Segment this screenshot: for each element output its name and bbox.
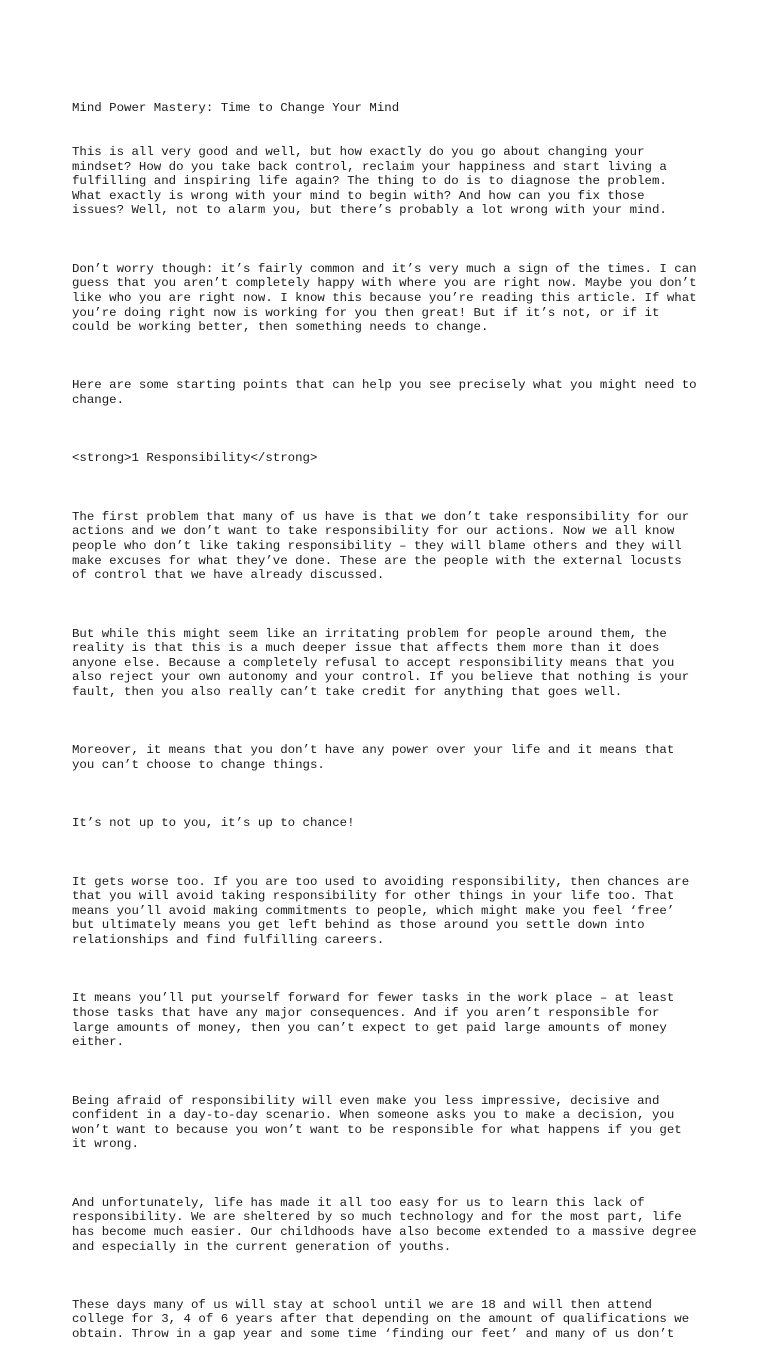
paragraph: Here are some starting points that can help you see precisely what you might need to change.	[72, 378, 705, 408]
section-heading: <strong>1 Responsibility</strong>	[72, 451, 318, 466]
paragraph: Moreover, it means that you don’t have any power over your life and it means that you can’t choose to change things.	[72, 743, 682, 772]
paragraph: But while this might seem like an irritating problem for people around them, the reality is that this is a much deeper issue that affects them more than it does anyone else. Because a completely refusal to accept responsibility means that you also reject your own autonomy and your control. If you believe that nothing is your fault, then you also really can’t take credit for anything that goes well.	[72, 626, 697, 699]
paragraph: Being afraid of responsibility will even make you less impressive, decisive and confident in a day-to-day scenario. When someone asks you to make a decision, you won’t want to because you won’t want to be responsible for what happens if you get it wrong.	[72, 1093, 690, 1152]
paragraph: The first problem that many of us have is that we don’t take responsibility for our actions and we don’t want to take responsibility for our actions. Now we all know people who don’t like taking responsibility – they will blame others and they will make excuses for what they’ve done. These are the people with the external locusts of control that we have already discussed.	[72, 509, 697, 583]
paragraph: It gets worse too. If you are too used to avoiding responsibility, then chances are that you will avoid taking responsibility for other things in your life too. That means you’ll avoid making commitments to people, which might make you feel ‘free’ but ultimately means you get left behind as those around you settle down into relationships and find fulfilling careers.	[72, 874, 697, 948]
document-page	[72, 72, 705, 1371]
paragraph: It means you’ll put yourself forward for fewer tasks in the work place – at least those tasks that have any major consequences. And if you aren’t responsible for large amounts of money, then you can’t expect to get paid large amounts of money either.	[72, 991, 682, 1050]
paragraph: This is all very good and well, but how exactly do you go about changing your mindset? How do you take back control, reclaim your happiness and start living a fulfilling and inspiring life again? The thing to do is to diagnose the problem. What exactly is wrong with your mind to begin with? And how can you fix those issues? Well, not to alarm you, but there’s probably a lot wrong with your mind.	[72, 144, 675, 218]
paragraph: Don’t worry though: it’s fairly common and it’s very much a sign of the times. I can guess that you aren’t completely happy with where you are right now. Maybe you don’t like who you are right now. I know this because you’re reading this article. If what you’re doing right now is working for you then great! But if it’s not, or if it could be working better, then something needs to change.	[72, 261, 705, 335]
paragraph: It’s not up to you, it’s up to chance!	[72, 816, 355, 831]
document-title: Mind Power Mastery: Time to Change Your Mind	[72, 101, 400, 116]
paragraph: These days many of us will stay at school until we are 18 and will then attend college for 3, 4 of 6 years after that depending on the amount of qualifications we obtain. Throw in a gap year and some time ‘finding our feet’ and many of us don’t	[72, 1297, 697, 1342]
paragraph: And unfortunately, life has made it all too easy for us to learn this lack of responsibility. We are sheltered by so much technology and for the most part, life has become much easier. Our childhoods have also become extended to a massive degree and especially in the current generation of youths.	[72, 1195, 705, 1254]
